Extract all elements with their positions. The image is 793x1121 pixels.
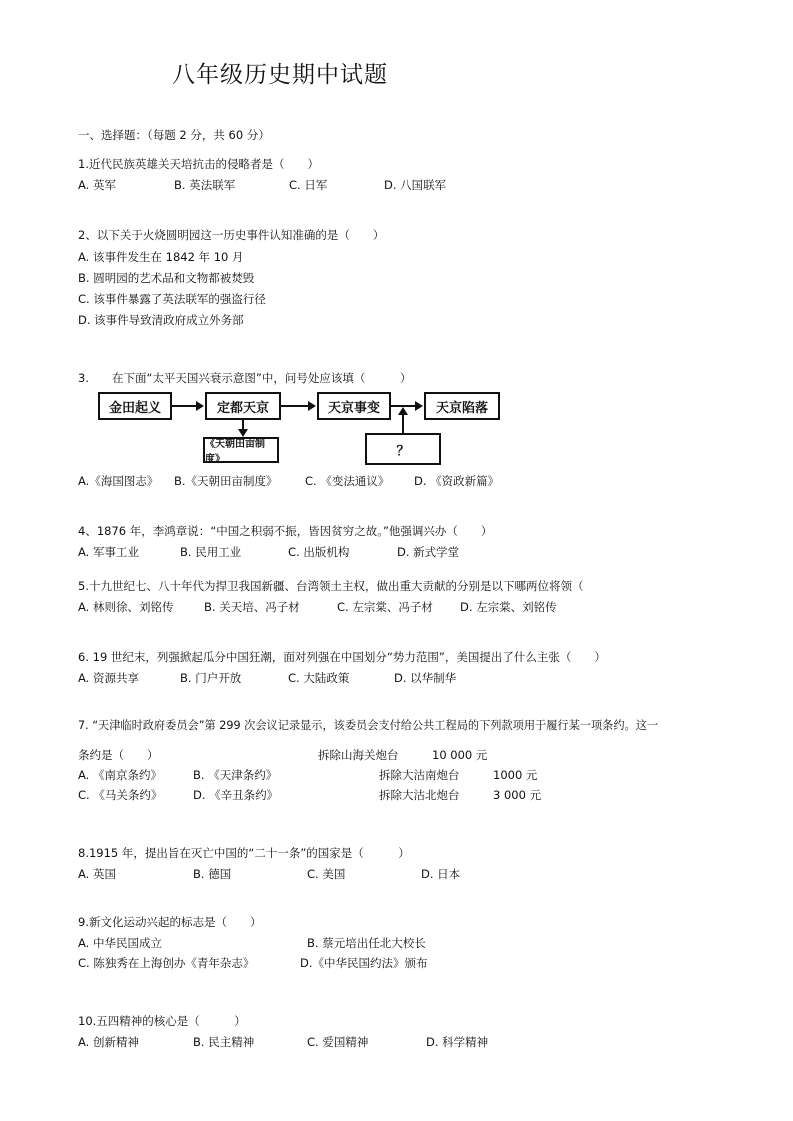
payment-item: 拆除山海关炮台 bbox=[318, 748, 399, 762]
option-c[interactable]: C. 美国 bbox=[307, 867, 346, 881]
option-b[interactable]: B. 《天津条约》 bbox=[193, 768, 278, 782]
option-b[interactable]: B. 门户开放 bbox=[180, 671, 242, 685]
option-d[interactable]: D. 新式学堂 bbox=[397, 545, 460, 559]
option-d[interactable]: D. 以华制华 bbox=[394, 671, 457, 685]
option-a[interactable]: A. 该事件发生在 1842 年 10 月 bbox=[78, 250, 244, 264]
payment-item: 拆除大沽北炮台 bbox=[379, 788, 460, 802]
option-b[interactable]: B. 民用工业 bbox=[180, 545, 242, 559]
option-d[interactable]: D.《中华民国约法》颁布 bbox=[300, 956, 428, 970]
option-c[interactable]: C. 陈独秀在上海创办《青年杂志》 bbox=[78, 956, 255, 970]
option-d[interactable]: D. 日本 bbox=[421, 867, 461, 881]
option-c[interactable]: C. 《变法通议》 bbox=[305, 474, 390, 488]
option-b[interactable]: B. 德国 bbox=[193, 867, 232, 881]
option-a[interactable]: A. 英军 bbox=[78, 178, 116, 192]
option-b[interactable]: B.《天朝田亩制度》 bbox=[174, 474, 278, 488]
option-c[interactable]: C. 爱国精神 bbox=[307, 1035, 369, 1049]
box-tianjing-fall: 天京陷落 bbox=[424, 392, 500, 420]
option-d[interactable]: D. 《资政新篇》 bbox=[414, 474, 500, 488]
payment-amount: 10 000 元 bbox=[432, 748, 488, 762]
question-stem: 5.十九世纪七、八十年代为捍卫我国新疆、台湾领土主权，做出重大贡献的分别是以下哪两位将领（ bbox=[78, 579, 584, 593]
option-b[interactable]: B. 圆明园的艺术品和文物都被焚毁 bbox=[78, 271, 255, 285]
question-stem: 8.1915 年，提出旨在灭亡中国的“二十一条”的国家是（ ） bbox=[78, 846, 410, 860]
option-a[interactable]: A. 军事工业 bbox=[78, 545, 139, 559]
page-title: 八年级历史期中试题 bbox=[172, 62, 388, 88]
option-d[interactable]: D. 该事件导致清政府成立外务部 bbox=[78, 313, 244, 327]
option-a[interactable]: A. 中华民国成立 bbox=[78, 936, 162, 950]
box-tianjing-incident: 天京事变 bbox=[317, 392, 391, 420]
option-a[interactable]: A. 资源共享 bbox=[78, 671, 139, 685]
option-d[interactable]: D. 八国联军 bbox=[384, 178, 447, 192]
question-stem: 4、1876 年，李鸿章说：“中国之积弱不振，皆因贫穷之故。”他强调兴办（ ） bbox=[78, 524, 493, 538]
question-stem-continued: 条约是（ ） bbox=[78, 748, 159, 762]
question-stem: 7. “天津临时政府委员会”第 299 次会议记录显示，该委员会支付给公共工程局的下列款项用于履行某一项条约。这一 bbox=[78, 719, 659, 732]
option-a[interactable]: A. 林则徐、刘铭传 bbox=[78, 600, 174, 614]
box-capital-tianjing: 定都天京 bbox=[205, 392, 281, 420]
option-a[interactable]: A.《海国图志》 bbox=[78, 474, 159, 488]
option-c[interactable]: C. 日军 bbox=[289, 178, 328, 192]
question-stem: 2、以下关于火烧圆明园这一历史事件认知准确的是（ ） bbox=[78, 228, 385, 242]
option-c[interactable]: C. 该事件暴露了英法联军的强盗行径 bbox=[78, 292, 266, 306]
payment-item: 拆除大沽南炮台 bbox=[379, 768, 460, 782]
section-heading: 一、选择题：（每题 2 分，共 60 分） bbox=[78, 128, 270, 142]
option-c[interactable]: C. 出版机构 bbox=[288, 545, 350, 559]
box-question-mark: ？ bbox=[365, 433, 441, 465]
option-c[interactable]: C. 左宗棠、冯子材 bbox=[337, 600, 433, 614]
option-d[interactable]: D. 科学精神 bbox=[426, 1035, 489, 1049]
option-b[interactable]: B. 关天培、冯子材 bbox=[204, 600, 300, 614]
box-land-system: 《天朝田亩制度》 bbox=[203, 437, 279, 463]
option-c[interactable]: C. 大陆政策 bbox=[288, 671, 350, 685]
payment-amount: 3 000 元 bbox=[493, 788, 542, 802]
question-stem: 6. 19 世纪末，列强掀起瓜分中国狂潮，面对列强在中国划分“势力范围”，美国提出了什么主张（ ） bbox=[78, 650, 606, 664]
question-stem: 1.近代民族英雄关天培抗击的侵略者是（ ） bbox=[78, 157, 319, 171]
question-stem: 9.新文化运动兴起的标志是（ ） bbox=[78, 915, 262, 929]
option-b[interactable]: B. 英法联军 bbox=[174, 178, 236, 192]
option-a[interactable]: A. 创新精神 bbox=[78, 1035, 139, 1049]
option-d[interactable]: D. 左宗棠、刘铭传 bbox=[460, 600, 557, 614]
option-b[interactable]: B. 蔡元培出任北大校长 bbox=[307, 936, 426, 950]
payment-amount: 1000 元 bbox=[493, 768, 538, 782]
question-stem: 10.五四精神的核心是（ ） bbox=[78, 1014, 246, 1028]
question-stem: 3. 在下面“太平天国兴衰示意图”中，问号处应该填（ ） bbox=[78, 371, 412, 385]
option-a[interactable]: A. 英国 bbox=[78, 867, 116, 881]
option-b[interactable]: B. 民主精神 bbox=[193, 1035, 255, 1049]
option-a[interactable]: A. 《南京条约》 bbox=[78, 768, 162, 782]
option-d[interactable]: D. 《辛丑条约》 bbox=[193, 788, 279, 802]
option-c[interactable]: C. 《马关条约》 bbox=[78, 788, 163, 802]
box-jintian-uprising: 金田起义 bbox=[98, 392, 172, 420]
